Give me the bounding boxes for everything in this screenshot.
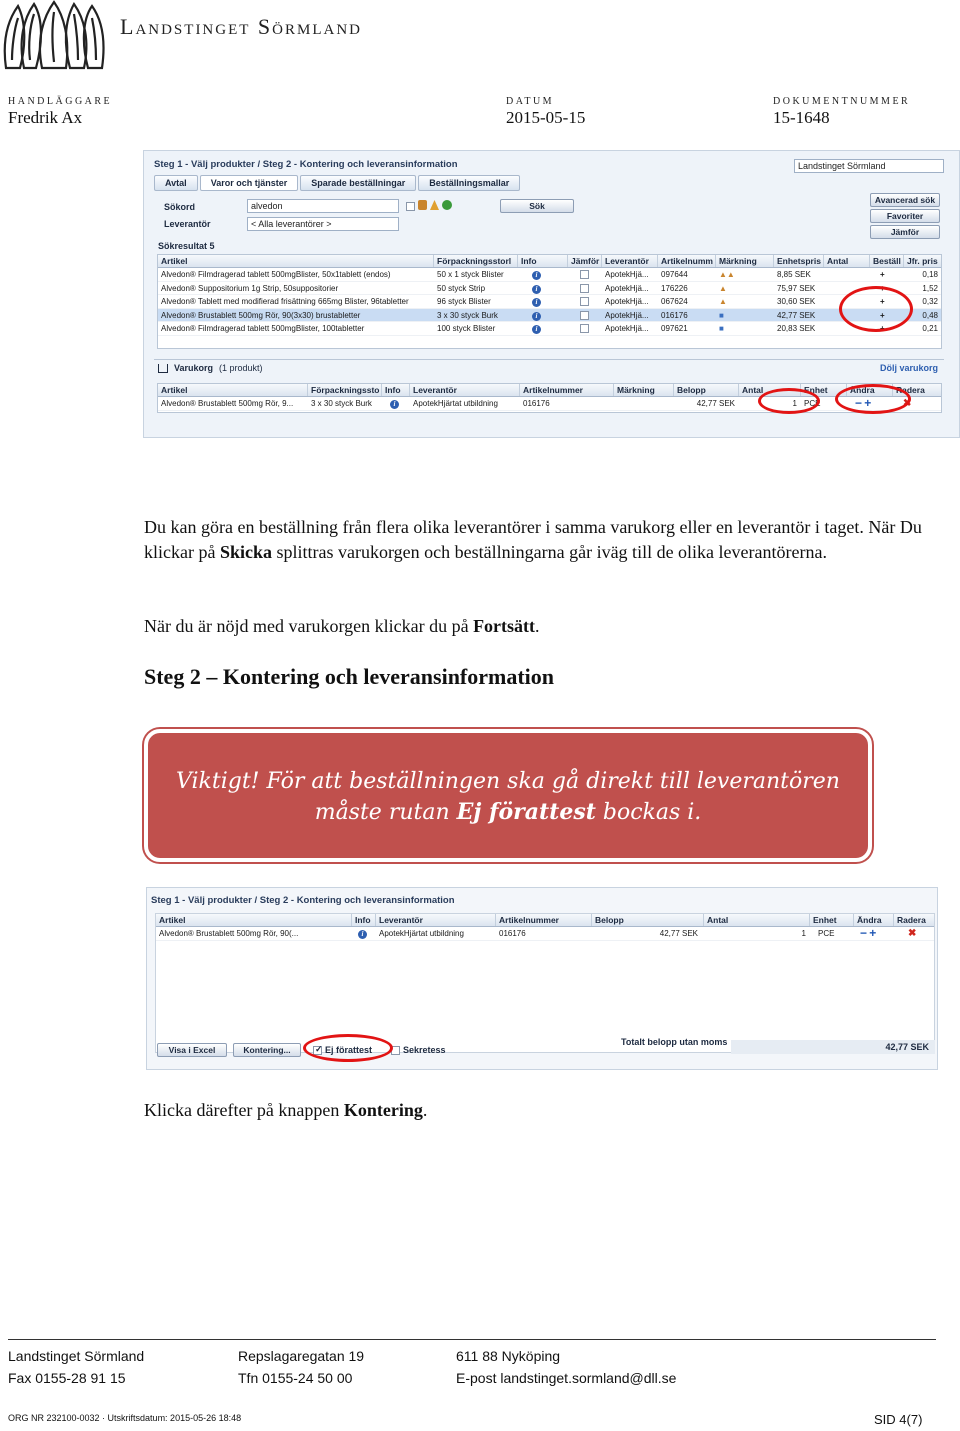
important-callout: [144, 729, 872, 862]
jamfor-button[interactable]: Jämför: [870, 225, 940, 239]
row-artikel: Alvedon® Brustablett 500mg Rör, 90(3x30) brustabletter: [161, 310, 361, 320]
cart-col-artikel[interactable]: Artikel: [158, 384, 308, 396]
add-to-cart-icon[interactable]: +: [880, 310, 885, 320]
table-row-selected[interactable]: [158, 309, 941, 323]
cart-col-artikelnummer[interactable]: Artikelnummer: [520, 384, 614, 396]
marking-icons: ▲: [719, 297, 727, 307]
kontering-button[interactable]: Kontering...: [233, 1043, 301, 1057]
col-enhetspris[interactable]: Enhetspris: [774, 255, 824, 267]
green-circle-icon[interactable]: [442, 200, 452, 210]
footer-org-nr: ORG NR 232100-0032 · Utskriftsdatum: 2015-05-26 18:48: [8, 1413, 242, 1423]
decrease-icon[interactable]: −: [855, 397, 863, 410]
callout-text-c: bockas i.: [595, 800, 702, 825]
avancerad-sok-button[interactable]: Avancerad sök: [870, 193, 940, 207]
add-to-cart-icon[interactable]: +: [880, 297, 885, 307]
row-enhetspris: 30,60 SEK: [777, 297, 816, 307]
cart-icon: [158, 364, 168, 373]
paragraph-kontering: [144, 1098, 427, 1123]
row-leverantor: ApotekHjä...: [605, 283, 649, 293]
callout-line-1: Viktigt! För att beställningen ska gå direkt till leverantören: [176, 769, 840, 794]
ej-forattest-checkbox[interactable]: ✓: [315, 1043, 323, 1054]
info-icon[interactable]: i: [358, 930, 367, 939]
cart-title: Varukorg: [174, 363, 214, 373]
cart-title-row: [158, 363, 263, 373]
highlight-bestall-circle: [839, 286, 913, 332]
k-col-andra[interactable]: Ändra: [854, 914, 894, 926]
cart-row-belopp: 42,77 SEK: [696, 399, 735, 408]
filter-icons: [406, 200, 466, 212]
info-icon[interactable]: i: [532, 271, 541, 280]
add-to-cart-icon[interactable]: +: [880, 324, 885, 334]
visa-i-excel-button[interactable]: Visa i Excel: [157, 1043, 227, 1057]
row-jfr-pris: 0,21: [922, 324, 938, 334]
p3-bold-kontering: Kontering: [343, 1100, 423, 1120]
row-artikel: Alvedon® Filmdragerad tablett 500mgBlister, 100tabletter: [161, 324, 365, 334]
callout-line-2: [148, 797, 868, 828]
cart-col-antal[interactable]: Antal: [739, 384, 801, 396]
row-enhetspris: 42,77 SEK: [777, 310, 816, 320]
sokord-input[interactable]: alvedon: [247, 199, 399, 213]
k-row-enhet: PCE: [818, 929, 835, 938]
cart-col-andra[interactable]: Ändra: [847, 384, 893, 396]
compare-checkbox[interactable]: [580, 284, 589, 293]
cart-col-forpackning[interactable]: Förpackningssto: [308, 384, 382, 396]
row-enhetspris: 8,85 SEK: [777, 270, 811, 279]
marking-icons: ■: [719, 310, 724, 320]
row-forpackning: 50 styck Strip: [437, 283, 486, 293]
increase-icon[interactable]: +: [864, 397, 872, 410]
k-row-artikel: Alvedon® Brustablett 500mg Rör, 90(...: [159, 929, 299, 938]
footer-phone: Tfn 0155-24 50 00: [238, 1370, 353, 1386]
handlaggare-value: Fredrik Ax: [8, 108, 83, 127]
add-to-cart-icon[interactable]: +: [880, 270, 885, 279]
total-label: Totalt belopp utan moms: [621, 1037, 728, 1047]
row-forpackning: 100 styck Blister: [437, 324, 496, 334]
cart-col-info[interactable]: Info: [382, 384, 410, 396]
sok-button[interactable]: Sök: [500, 199, 574, 213]
sokord-label: Sökord: [164, 202, 196, 212]
k-row-belopp: 42,77 SEK: [659, 929, 698, 938]
kontering-row[interactable]: [156, 927, 934, 941]
row-enhetspris: 20,83 SEK: [777, 324, 816, 334]
p2-text-b: .: [535, 616, 540, 636]
handlaggare-label: HANDLÄGGARE: [8, 96, 113, 107]
delete-icon[interactable]: ✖: [903, 398, 912, 409]
row-leverantor: ApotekHjä...: [605, 270, 649, 279]
breadcrumb-step2: Steg 1 - Välj produkter / Steg 2 - Kontering och leveransinformation: [151, 895, 455, 906]
k-col-leverantor[interactable]: Leverantör: [376, 914, 496, 926]
cart-row-enhet: PCE: [804, 399, 821, 408]
col-leverantor[interactable]: Leverantör: [602, 255, 658, 267]
info-icon[interactable]: i: [390, 400, 399, 409]
filter-checkbox[interactable]: [406, 202, 415, 211]
cart-col-belopp[interactable]: Belopp: [674, 384, 739, 396]
col-antal[interactable]: Antal: [824, 255, 870, 267]
tab-bar: [154, 175, 520, 191]
row-artikelnummer: 097644: [661, 270, 688, 279]
cart-row-artikel: Alvedon® Brustablett 500mg Rör, 9...: [161, 399, 294, 408]
row-enhetspris: 75,97 SEK: [777, 283, 816, 293]
p3-text-b: .: [422, 1100, 428, 1120]
k-col-info[interactable]: Info: [352, 914, 376, 926]
tab-avtal[interactable]: Avtal: [154, 175, 198, 191]
col-bestall[interactable]: Beställ: [870, 255, 904, 267]
organisation-select[interactable]: Landstinget Sörmland: [794, 159, 944, 173]
datum-label: DATUM: [506, 96, 555, 107]
row-forpackning: 3 x 30 styck Burk: [437, 310, 498, 320]
footer-address: Repslagaregatan 19: [238, 1348, 365, 1364]
footer-org: Landstinget Sörmland: [8, 1348, 145, 1364]
row-artikelnummer: 016176: [661, 310, 688, 320]
cart-row-forpackning: 3 x 30 styck Burk: [311, 399, 372, 408]
dokumentnummer-value: 15-1648: [773, 108, 830, 127]
highlight-ej-forattest-circle: [303, 1034, 393, 1062]
highlight-antal-circle: [758, 388, 820, 414]
row-artikelnummer: 097621: [661, 324, 688, 334]
k-col-belopp[interactable]: Belopp: [592, 914, 704, 926]
breadcrumb: Steg 1 - Välj produkter / Steg 2 - Kontering och leveransinformation: [154, 159, 458, 170]
k-row-artikelnummer: 016176: [499, 929, 526, 938]
row-jfr-pris: 0,48: [922, 310, 938, 320]
cart-col-leverantor[interactable]: Leverantör: [410, 384, 520, 396]
col-forpackning[interactable]: Förpackningsstorl: [434, 255, 518, 267]
row-jfr-pris: 0,32: [922, 297, 938, 307]
col-artikelnummer[interactable]: Artikelnumm: [658, 255, 716, 267]
tab-sparade-bestallningar[interactable]: Sparade beställningar: [300, 175, 416, 191]
col-jamfor[interactable]: Jämför: [568, 255, 602, 267]
marking-icons: ▲▲: [719, 270, 735, 279]
page-number: SID 4(7): [874, 1412, 923, 1427]
compare-checkbox[interactable]: [580, 324, 589, 333]
compare-checkbox[interactable]: [580, 297, 589, 306]
k-col-antal[interactable]: Antal: [704, 914, 810, 926]
section-heading: Steg 2 – Kontering och leveransinformation: [144, 664, 555, 689]
p1-text-a: Du kan göra en beställning från flera olika leverantörer i samma varukorg eller en leverantör i taget. När Du klickar på: [144, 517, 922, 562]
paragraph-intro: [144, 515, 934, 565]
delete-icon[interactable]: ✖: [908, 928, 917, 939]
tab-varor-och-tjanster[interactable]: Varor och tjänster: [200, 175, 299, 191]
cart-count: (1 produkt): [219, 363, 263, 373]
callout-bold-ej-forattest: Ej förattest: [456, 799, 596, 825]
decrease-icon[interactable]: −: [860, 927, 868, 940]
sekretess-label: Sekretess: [403, 1045, 446, 1055]
col-jfr-pris[interactable]: Jfr. pris: [907, 256, 938, 266]
sokresultat-label: Sökresultat 5: [158, 241, 215, 251]
warning-icon[interactable]: [430, 200, 439, 210]
k-row-antal[interactable]: 1: [801, 929, 806, 938]
table-row[interactable]: [158, 282, 941, 296]
info-icon[interactable]: i: [532, 298, 541, 307]
table-row[interactable]: [158, 268, 941, 282]
k-col-radera[interactable]: Radera: [897, 915, 926, 925]
org-logo-text: Landstinget Sörmland: [120, 14, 362, 39]
k-row-leverantor: ApotekHjärtat utbildning: [379, 929, 464, 938]
thumb-icon[interactable]: [418, 200, 427, 210]
row-artikel: Alvedon® Filmdragerad tablett 500mgBlister, 50x1tablett (endos): [161, 270, 391, 279]
compare-checkbox[interactable]: [580, 311, 589, 320]
callout-text-b: måste rutan: [314, 800, 457, 825]
row-forpackning: 50 x 1 styck Blister: [437, 270, 504, 279]
row-jfr-pris: 0,18: [922, 270, 938, 279]
cart-col-markning[interactable]: Märkning: [614, 384, 674, 396]
sekretess-option[interactable]: [391, 1045, 446, 1055]
row-leverantor: ApotekHjä...: [605, 310, 649, 320]
info-icon[interactable]: i: [532, 285, 541, 294]
table-row[interactable]: [158, 322, 941, 336]
p2-bold-fortsatt: Fortsätt: [473, 616, 536, 636]
leverantor-label: Leverantör: [164, 219, 211, 229]
row-artikel: Alvedon® Suppositorium 1g Strip, 50suppositorier: [161, 283, 339, 293]
k-col-enhet[interactable]: Enhet: [810, 914, 854, 926]
info-icon[interactable]: i: [532, 312, 541, 321]
tab-bestallningsmallar[interactable]: Beställningsmallar: [418, 175, 520, 191]
highlight-andra-circle: [835, 384, 911, 414]
row-leverantor: ApotekHjä...: [605, 297, 649, 307]
cart-grid: [157, 383, 942, 413]
info-icon[interactable]: i: [532, 325, 541, 334]
col-artikel[interactable]: Artikel: [158, 255, 434, 267]
footer-divider: [8, 1339, 936, 1340]
add-to-cart-icon[interactable]: +: [880, 283, 885, 293]
col-markning[interactable]: Märkning: [716, 255, 774, 267]
row-leverantor: ApotekHjä...: [605, 324, 649, 334]
cart-col-enhet[interactable]: Enhet: [801, 384, 847, 396]
row-forpackning: 96 styck Blister: [437, 297, 491, 307]
marking-icons: ▲: [719, 283, 727, 293]
search-results-grid: [157, 254, 942, 349]
logo-emblem: [0, 0, 108, 72]
footer-city: 611 88 Nyköping: [456, 1348, 561, 1364]
marking-icons: ■: [719, 324, 724, 334]
datum-value: 2015-05-15: [506, 108, 586, 127]
kontering-grid: [155, 913, 935, 1053]
cart-row[interactable]: [158, 397, 941, 411]
p1-text-b: splittras varukorgen och beställningarna går iväg till de olika leverantörerna.: [272, 542, 827, 562]
compare-checkbox[interactable]: [580, 270, 589, 279]
footer-fax: Fax 0155-28 91 15: [8, 1370, 126, 1386]
p2-text-a: När du är nöjd med varukorgen klickar du på: [144, 616, 474, 636]
k-col-artikel[interactable]: Artikel: [156, 914, 352, 926]
screenshot-kontering: [146, 887, 938, 1070]
table-row[interactable]: [158, 295, 941, 309]
cart-row-artikelnummer: 016176: [523, 399, 550, 408]
footer-email: E-post landstinget.sormland@dll.se: [456, 1370, 677, 1386]
row-jfr-pris: 1,52: [922, 283, 938, 293]
p3-text-a: Klicka därefter på knappen: [144, 1100, 344, 1120]
col-info[interactable]: Info: [518, 255, 568, 267]
k-col-artikelnummer[interactable]: Artikelnummer: [496, 914, 592, 926]
cart-row-antal[interactable]: 1: [792, 399, 797, 408]
favoriter-button[interactable]: Favoriter: [870, 209, 940, 223]
p1-bold-skicka: Skicka: [219, 542, 272, 562]
results-header: [158, 255, 941, 268]
leverantor-select[interactable]: < Alla leverantörer >: [247, 217, 399, 231]
row-artikel: Alvedon® Tablett med modifierad frisättning 665mg Blister, 96tabletter: [161, 297, 409, 307]
ej-forattest-label: Ej förattest: [325, 1045, 373, 1055]
row-artikelnummer: 176226: [661, 283, 688, 293]
cart-col-radera[interactable]: Radera: [896, 385, 925, 395]
hide-cart-link[interactable]: Dölj varukorg: [880, 363, 939, 373]
total-value: 42,77 SEK: [731, 1040, 935, 1054]
increase-icon[interactable]: +: [869, 927, 877, 940]
cart-row-leverantor: ApotekHjärtat utbildning: [413, 399, 498, 408]
paragraph-fortsatt: [144, 614, 934, 639]
dokumentnummer-label: DOKUMENTNUMMER: [773, 96, 911, 107]
row-artikelnummer: 067624: [661, 297, 688, 307]
